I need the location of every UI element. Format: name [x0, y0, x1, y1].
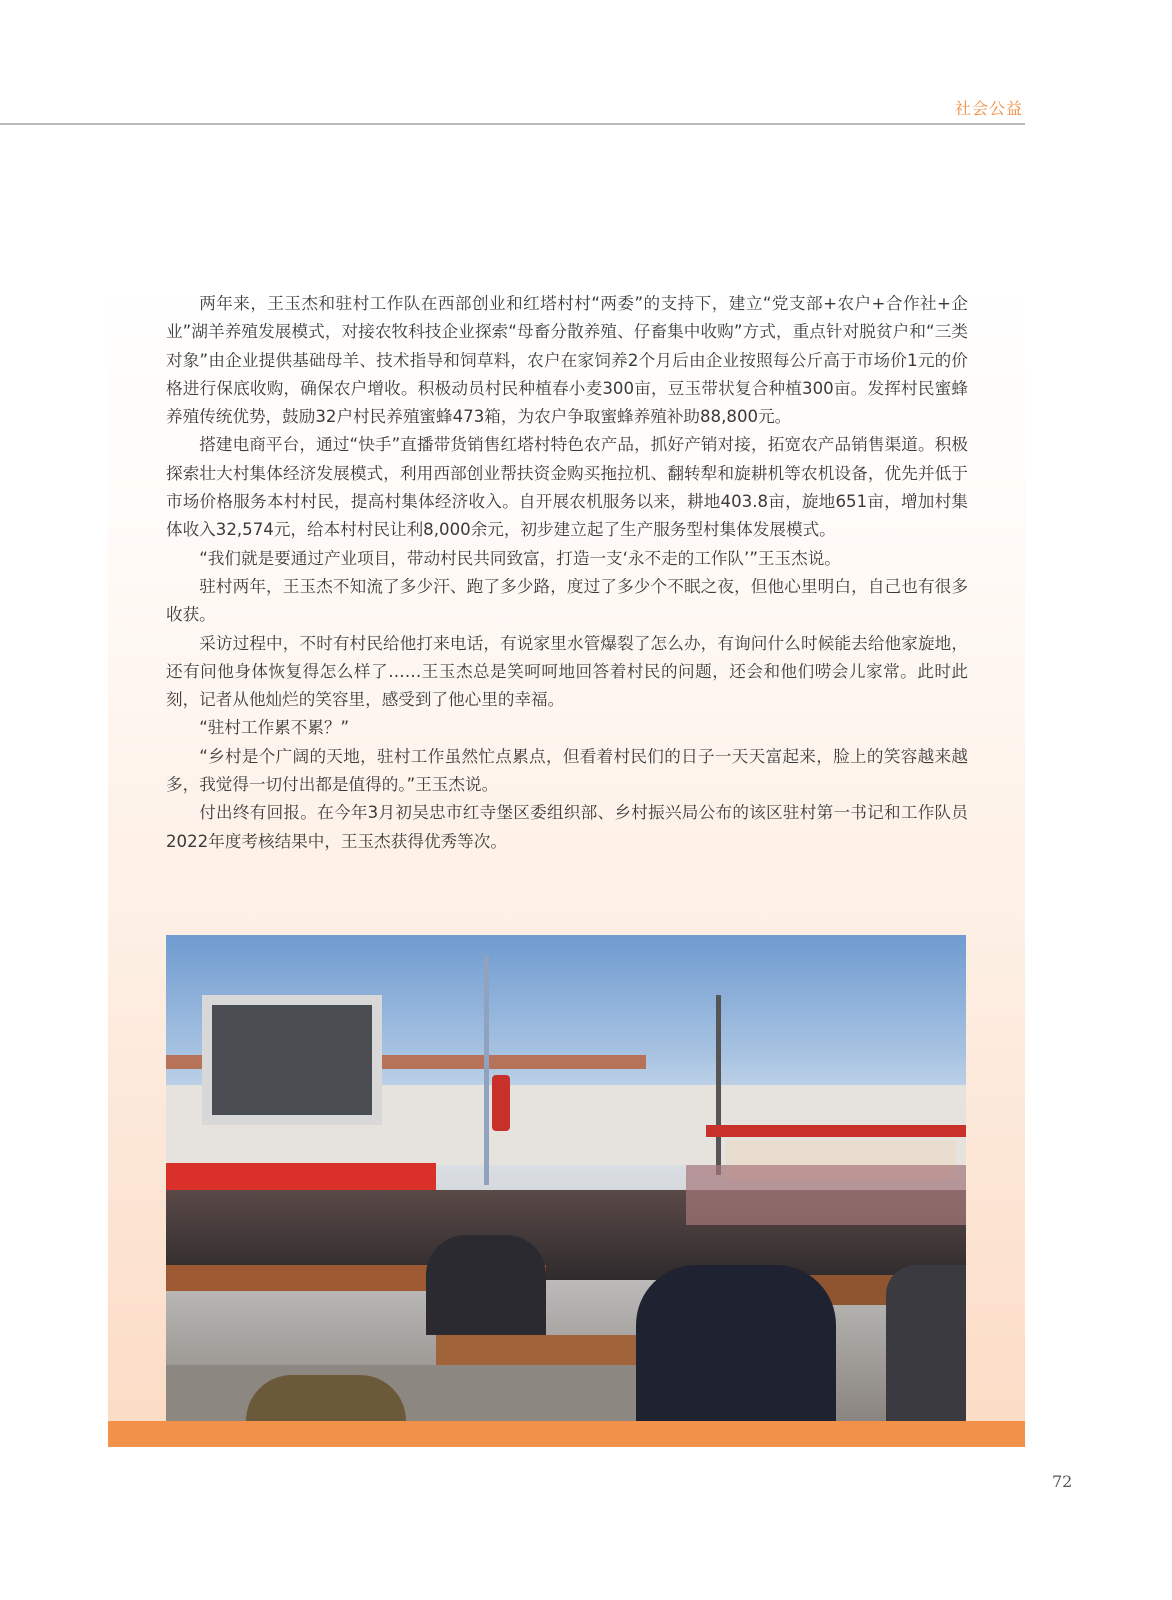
accent-bar — [108, 1421, 1025, 1447]
paragraph: “乡村是个广阔的天地，驻村工作虽然忙点累点，但看着村民们的日子一天天富起来，脸上的笑容越来越多，我觉得一切付出都是值得的。”王玉杰说。 — [166, 746, 968, 795]
paragraph: “我们就是要通过产业项目，带动村民共同致富，打造一支‘永不走的工作队’”王玉杰说。 — [199, 548, 841, 568]
paragraph: “驻村工作累不累？” — [199, 718, 350, 738]
paragraph: 付出终有回报。在今年3月初吴忠市红寺堡区委组织部、乡村振兴局公布的该区驻村第一书记和工作队员2022年度考核结果中，王玉杰获得优秀等次。 — [166, 803, 968, 851]
paragraph: 两年来，王玉杰和驻村工作队在西部创业和红塔村村“两委”的支持下，建立“党支部+农户+合作社+企业”湖羊养殖发展模式，对接农牧科技企业探索“母畜分散养殖、仔畜集中收购”方式，重点针对脱贫户和“三类对象”由企业提供基础母羊、技术指导和饲草料，农户在家饲养2个月后由企业按照每公斤高于市场价1元的价格进行保底收购，确保农户增收。积极动员村民种植春小麦300亩，豆玉带状复合种植300亩。发挥村民蜜蜂养殖传统优势，鼓励32户村民养殖蜜蜂473箱，为农户争取蜜蜂养殖补助88,800元。 — [166, 294, 968, 427]
header-divider — [0, 123, 1025, 125]
paragraph: 搭建电商平台，通过“快手”直播带货销售红塔村特色农产品，抓好产销对接，拓宽农产品销售渠道。积极探索壮大村集体经济发展模式，利用西部创业帮扶资金购买拖拉机、翻转犁和旋耕机等农机设备，优先并低于市场价格服务本村村民，提高村集体经济收入。自开展农机服务以来，耕地403.8亩，旋地651亩，增加村集体收入32,574元，给本村村民让利8,000余元，初步建立起了生产服务型村集体发展模式。 — [166, 435, 968, 540]
paragraph: 驻村两年，王玉杰不知流了多少汗、跑了多少路，度过了多少个不眠之夜，但他心里明白，自己也有很多收获。 — [166, 576, 968, 625]
article-body — [166, 290, 968, 856]
event-photo — [166, 935, 966, 1421]
page-number: 72 — [1052, 1472, 1073, 1491]
section-label: 社会公益 — [955, 99, 1024, 118]
paragraph: 采访过程中，不时有村民给他打来电话，有说家里水管爆裂了怎么办，有询问什么时候能去给他家旋地，还有问他身体恢复得怎么样了……王玉杰总是笑呵呵地回答着村民的问题，还会和他们唠会儿家常。此时此刻，记者从他灿烂的笑容里，感受到了他心里的幸福。 — [166, 633, 968, 710]
